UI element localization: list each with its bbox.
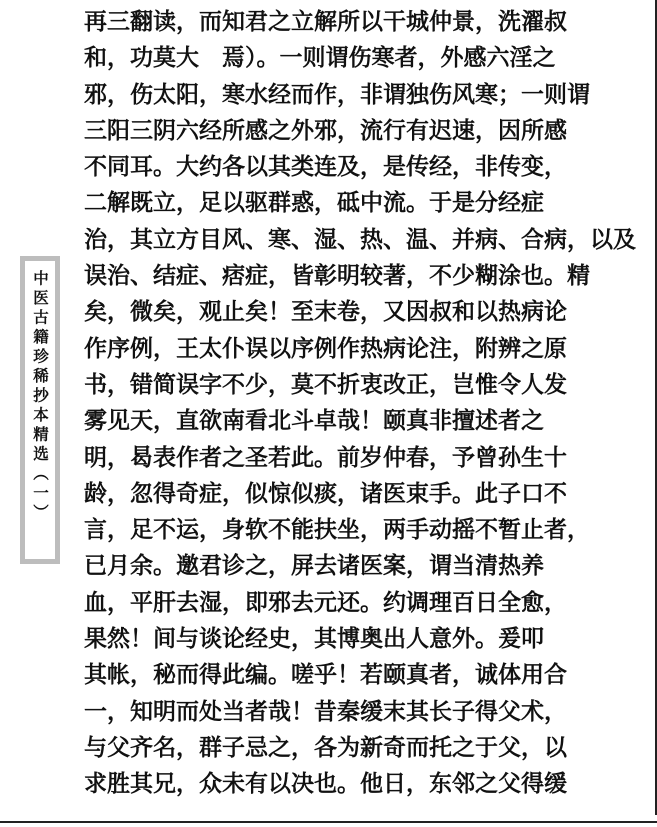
page-bottom-border <box>0 821 657 823</box>
text-line: 邪，伤太阳，寒水经而作，非谓独伤风寒；一则谓 <box>84 80 590 108</box>
text-line: 其帐，秘而得此编。嗟乎！若颐真者，诚体用合 <box>84 661 567 689</box>
text-line: 雾见天，直欲南看北斗卓哉！颐真非擅述者之 <box>84 407 544 435</box>
text-line: 三阳三阴六经所感之外邪，流行有迟速，因所感 <box>84 116 567 144</box>
text-line: 已月余。邀君诊之，屏去诸医案，谓当清热养 <box>84 552 544 580</box>
text-line: 书，错简误字不少，莫不折衷改正，岂惟令人发 <box>84 370 567 398</box>
text-line: 果然！间与谈论经史，其博奥出人意外。爰叩 <box>84 625 544 653</box>
text-line: 与父齐名，群子忌之，各为新奇而托之于父，以 <box>84 733 567 761</box>
text-line: 再三翻读，而知君之立解所以干城仲景，洗濯叔 <box>84 8 567 35</box>
text-line: 二解既立，足以驱群惑，砥中流。于是分经症 <box>84 189 544 217</box>
series-title: 中医古籍珍稀抄本精选（一） <box>31 270 49 524</box>
text-line: 不同耳。大约各以其类连及，是传经，非传变， <box>84 153 567 181</box>
main-text-block <box>84 4 636 803</box>
text-line: 误治、结症、痞症，皆彰明较著，不少糊涂也。精 <box>84 262 590 290</box>
text-line: 明，曷表作者之圣若此。前岁仲春，予曾孙生十 <box>84 443 567 471</box>
text-line: 言，足不运，身软不能扶坐，两手动摇不暂止者， <box>84 516 590 544</box>
series-title-box <box>20 256 60 564</box>
text-line: 求胜其兄，众未有以决也。他日，东邻之父得缓 <box>84 770 567 798</box>
text-line: 矣，微矣，观止矣！至末卷，又因叔和以热病论 <box>84 298 567 326</box>
text-line: 治，其立方目风、寒、湿、热、温、并病、合病，以及 <box>84 225 636 253</box>
text-line: 一，知明而处当者哉！昔秦缓末其长子得父术， <box>84 697 567 725</box>
text-line: 血，平肝去湿，即邪去元还。约调理百日全愈， <box>84 588 567 616</box>
text-line: 和，功莫大 焉）。一则谓伤寒者，外感六淫之 <box>84 44 556 72</box>
text-line: 龄，忽得奇症，似惊似痰，诸医束手。此子口不 <box>84 479 567 507</box>
text-line: 作序例，王太仆误以序例作热病论注，附辨之原 <box>84 334 567 362</box>
